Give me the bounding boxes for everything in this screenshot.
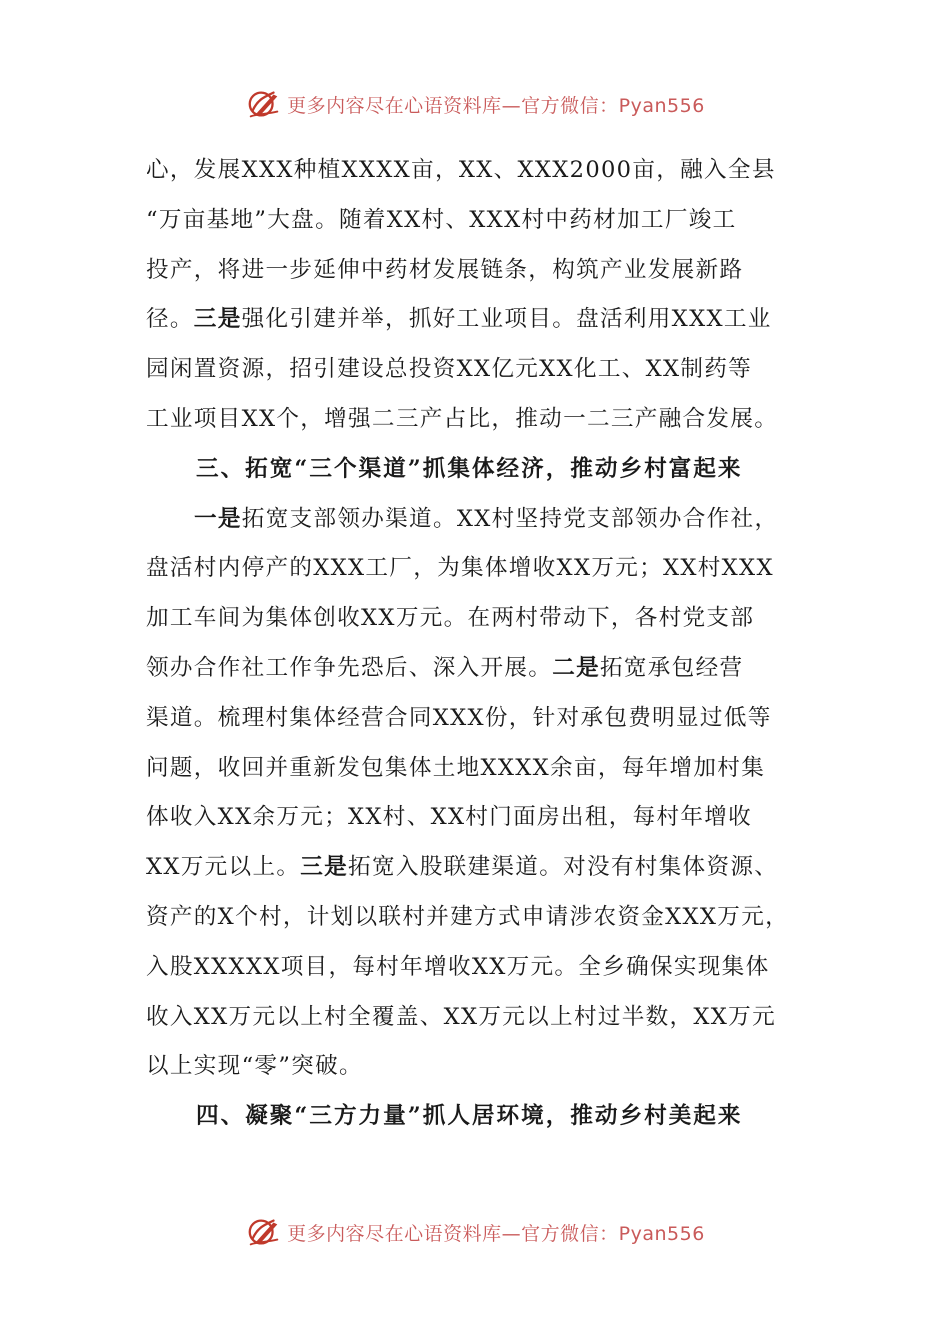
bold-lead-text: 一是	[194, 505, 242, 532]
paragraph-line	[146, 196, 818, 246]
line-text: 强化引建并举，抓好工业项目。盘活利用XXX工业	[241, 306, 772, 333]
paragraph-line	[146, 694, 818, 744]
paragraph-line	[146, 495, 818, 545]
bold-lead-text: 二是	[552, 654, 600, 681]
line-text: 投产，将进一步延伸中药材发展链条，构筑产业发展新路	[146, 256, 744, 283]
line-text: 四、凝聚“三方力量”抓人居环境，推动乡村美起来	[196, 1103, 743, 1130]
paragraph-line	[146, 1042, 818, 1092]
paragraph-line	[146, 246, 818, 296]
watermark-footer	[0, 1212, 950, 1252]
paragraph-line	[146, 395, 818, 445]
paragraph-line	[146, 146, 818, 196]
line-text: 体收入XX余万元；XX村、XX村门面房出租，每村年增收	[146, 804, 753, 831]
paragraph-line	[146, 744, 818, 794]
line-text: 心，发展XXX种植XXXX亩，XX、XXX2000亩，融入全县	[146, 157, 776, 183]
paragraph-line	[146, 594, 818, 644]
line-text: 资产的X个村，计划以联村并建方式申请涉农资金XXX万元，	[146, 903, 789, 930]
line-text: 加工车间为集体创收XX万元。在两村带动下，各村党支部	[146, 605, 755, 632]
watermark-text: 更多内容尽在心语资料库—官方微信：Pyan556	[287, 1222, 705, 1245]
watermark-text: 更多内容尽在心语资料库—官方微信：Pyan556	[287, 94, 705, 117]
paragraph-line	[146, 295, 818, 345]
watermark-header	[0, 84, 950, 124]
paragraph-line	[146, 345, 818, 395]
line-text: 拓宽支部领办渠道。XX村坚持党支部领办合作社，	[241, 505, 779, 532]
line-text: “万亩基地”大盘。随着XX村、XXX村中药材加工厂竣工	[146, 206, 737, 233]
line-text: 园闲置资源，招引建设总投资XX亿元XX化工、XX制药等	[146, 356, 753, 383]
line-text: 拓宽入股联建渠道。对没有村集体资源、	[348, 854, 779, 881]
line-text: 三、拓宽“三个渠道”抓集体经济，推动乡村富起来	[196, 455, 743, 482]
bold-lead-text: 三是	[300, 854, 349, 881]
paragraph-line	[146, 993, 818, 1043]
line-text: 以上实现“零”突破。	[146, 1053, 363, 1080]
line-text: 拓宽承包经营	[600, 654, 744, 681]
pen-signature-icon	[245, 1213, 283, 1251]
document-body	[146, 146, 818, 1142]
line-text: 径。	[146, 306, 194, 333]
paragraph-line	[146, 644, 818, 694]
paragraph-line	[146, 793, 818, 843]
paragraph-line	[146, 843, 818, 893]
paragraph-line	[146, 943, 818, 993]
paragraph-line	[146, 544, 818, 594]
line-text: 问题，收回并重新发包集体土地XXXX余亩，每年增加村集	[146, 754, 766, 781]
bold-lead-text: 三是	[193, 306, 242, 333]
line-text: 渠道。梳理村集体经营合同XXX份，针对承包费明显过低等	[146, 704, 772, 731]
line-text: 入股XXXXX项目，每村年增收XX万元。全乡确保实现集体	[146, 953, 770, 980]
line-text: 工业项目XX个，增强二三产占比，推动一二三产融合发展。	[146, 405, 779, 432]
paragraph-line	[146, 893, 818, 943]
line-text: XX万元以上。	[146, 854, 301, 881]
section-heading	[146, 445, 818, 495]
section-heading	[146, 1092, 818, 1142]
line-text: 收入XX万元以上村全覆盖、XX万元以上村过半数，XX万元	[146, 1003, 776, 1030]
line-text: 盘活村内停产的XXX工厂，为集体增收XX万元；XX村XXX	[146, 555, 774, 582]
pen-signature-icon	[245, 85, 283, 123]
line-text: 领办合作社工作争先恐后、深入开展。	[146, 654, 553, 681]
